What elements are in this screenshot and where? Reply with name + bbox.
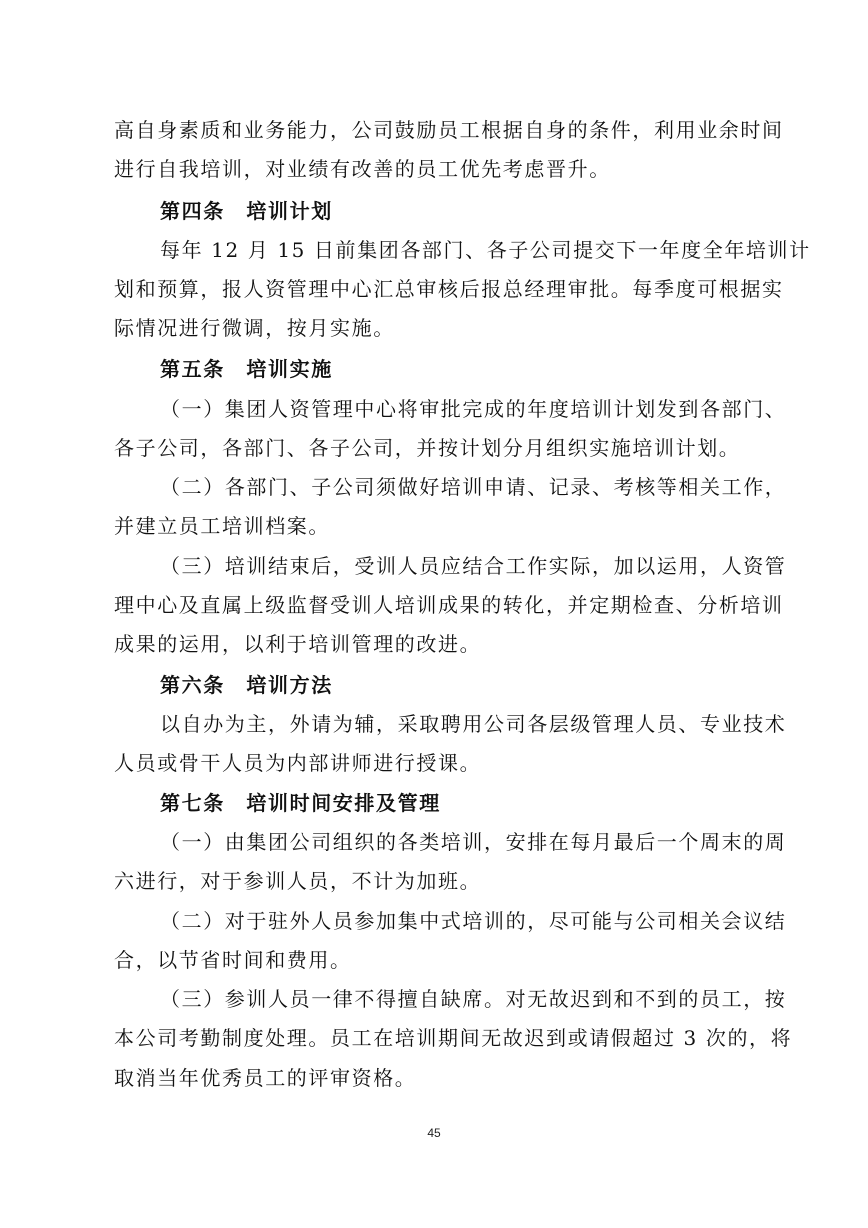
paragraph-line: （一）集团人资管理中心将审批完成的年度培训计划发到各部门、 (160, 397, 787, 421)
paragraph-line: 并建立员工培训档案。 (114, 514, 330, 538)
paragraph-line: 取消当年优秀员工的评审资格。 (114, 1066, 417, 1090)
article-heading: 第五条 培训实施 (160, 357, 333, 381)
paragraph-line: 各子公司，各部门、各子公司，并按计划分月组织实施培训计划。 (114, 436, 741, 460)
paragraph-line: 高自身素质和业务能力，公司鼓励员工根据自身的条件，利用业余时间 (114, 118, 784, 142)
paragraph-line: 本公司考勤制度处理。员工在培训期间无故迟到或请假超过 3 次的，将 (114, 1026, 793, 1050)
paragraph-line: （二）各部门、子公司须做好培训申请、记录、考核等相关工作， (160, 475, 787, 499)
paragraph-line: 成果的运用，以利于培训管理的改进。 (114, 632, 482, 656)
paragraph-line: （二）对于驻外人员参加集中式培训的，尽可能与公司相关会议结 (160, 909, 787, 933)
paragraph-line: 六进行，对于参训人员，不计为加班。 (114, 869, 482, 893)
article-heading: 第六条 培训方法 (160, 673, 333, 697)
paragraph-line: （一）由集团公司组织的各类培训，安排在每月最后一个周末的周 (160, 830, 787, 854)
paragraph-line: 划和预算，报人资管理中心汇总审核后报总经理审批。每季度可根据实 (114, 277, 784, 301)
paragraph-line: 每年 12 月 15 日前集团各部门、各子公司提交下一年度全年培训计 (160, 238, 811, 262)
paragraph-line: 人员或骨干人员为内部讲师进行授课。 (114, 751, 482, 775)
page-number: 45 (427, 1126, 441, 1140)
paragraph-line: 合，以节省时间和费用。 (114, 948, 352, 972)
article-heading: 第七条 培训时间安排及管理 (160, 791, 441, 815)
paragraph-line: 以自办为主，外请为辅，采取聘用公司各层级管理人员、专业技术 (160, 712, 787, 736)
paragraph-line: （三）参训人员一律不得擅自缺席。对无故迟到和不到的员工，按 (160, 987, 787, 1011)
article-heading: 第四条 培训计划 (160, 199, 333, 223)
paragraph-line: 进行自我培训，对业绩有改善的员工优先考虑晋升。 (114, 157, 611, 181)
paragraph-line: 理中心及直属上级监督受训人培训成果的转化，并定期检查、分析培训 (114, 593, 784, 617)
paragraph-line: （三）培训结束后，受训人员应结合工作实际，加以运用，人资管 (160, 554, 787, 578)
paragraph-line: 际情况进行微调，按月实施。 (114, 316, 395, 340)
